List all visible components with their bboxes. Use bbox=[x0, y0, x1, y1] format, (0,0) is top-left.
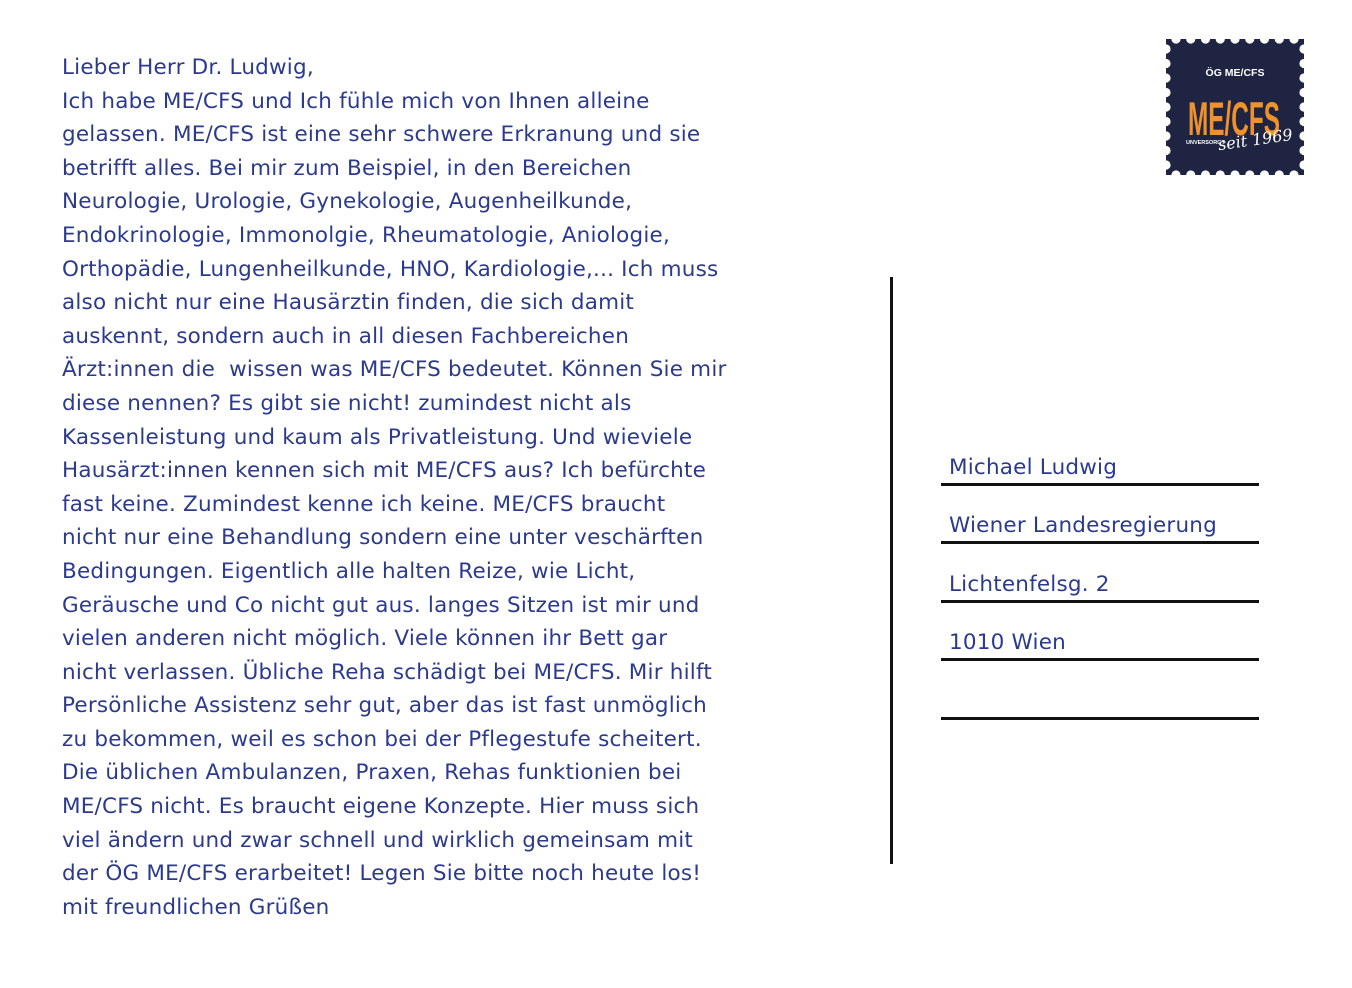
message-line: Bedingungen. Eigentlich alle halten Reize, wie Licht, bbox=[62, 558, 636, 584]
message-line: also nicht nur eine Hausärztin finden, die sich damit bbox=[62, 290, 635, 316]
stamp-org-text: ÖG ME/CFS bbox=[1205, 67, 1265, 79]
message-line: ME/CFS nicht. Es braucht eigene Konzepte. Hier muss sich bbox=[62, 794, 700, 820]
message-line: diese nennen? Es gibt sie nicht! zumindest nicht als bbox=[62, 390, 632, 416]
address-text: Wiener Landesregierung bbox=[949, 513, 1217, 538]
address-block bbox=[941, 427, 1259, 720]
message-line: Endokrinologie, Immonolgie, Rheumatologie, Aniologie, bbox=[62, 222, 670, 248]
message-line: fast keine. Zumindest kenne ich keine. ME/CFS braucht bbox=[62, 491, 666, 517]
address-line-city bbox=[941, 603, 1259, 662]
address-line-empty bbox=[941, 661, 1259, 720]
message-line: Lieber Herr Dr. Ludwig, bbox=[62, 55, 314, 80]
stamp-side-text: UNVERSORGT bbox=[1186, 140, 1225, 146]
address-line-name bbox=[941, 427, 1259, 486]
message-line: Geräusche und Co nicht gut aus. langes Sitzen ist mir und bbox=[62, 592, 700, 618]
message-text bbox=[62, 51, 862, 924]
address-line-organisation bbox=[941, 486, 1259, 545]
message-line: viel ändern und zwar schnell und wirklich gemeinsam mit bbox=[62, 827, 694, 853]
address-text: Lichtenfelsg. 2 bbox=[949, 571, 1110, 597]
message-line: Kassenleistung und kaum als Privatleistung. Und wieviele bbox=[62, 424, 693, 450]
postage-stamp-logo bbox=[1166, 39, 1304, 175]
message-line: gelassen. ME/CFS ist eine sehr schwere Erkranung und sie bbox=[62, 122, 701, 148]
center-divider bbox=[890, 277, 893, 864]
address-text: 1010 Wien bbox=[949, 630, 1066, 655]
message-line: Ärzt:innen die wissen was ME/CFS bedeutet. Können Sie mir bbox=[62, 357, 727, 383]
message-line: Ich habe ME/CFS und Ich fühle mich von Ihnen alleine bbox=[62, 88, 650, 114]
message-line: Orthopädie, Lungenheilkunde, HNO, Kardiologie,... Ich muss bbox=[62, 256, 719, 282]
message-line: vielen anderen nicht möglich. Viele können ihr Bett gar bbox=[62, 626, 668, 652]
message-line: Persönliche Assistenz sehr gut, aber das ist fast unmöglich bbox=[62, 693, 707, 719]
message-line: Neurologie, Urologie, Gynekologie, Augenheilkunde, bbox=[62, 189, 633, 215]
message-line: Hausärzt:innen kennen sich mit ME/CFS aus? Ich befürchte bbox=[62, 458, 707, 484]
message-line: der ÖG ME/CFS erarbeitet! Legen Sie bitte noch heute los! bbox=[62, 861, 702, 887]
message-line: mit freundlichen Grüßen bbox=[62, 894, 330, 920]
address-line-street bbox=[941, 544, 1259, 603]
stamp-since-text: seit 1969 bbox=[1216, 124, 1294, 155]
message-line: nicht nur eine Behandlung sondern eine unter veschärften bbox=[62, 525, 704, 551]
message-line: Die üblichen Ambulanzen, Praxen, Rehas funktionien bei bbox=[62, 760, 682, 786]
stamp-logo-text: ME/CFS bbox=[1188, 92, 1280, 145]
message-line: nicht verlassen. Übliche Reha schädigt bei ME/CFS. Mir hilft bbox=[62, 659, 712, 685]
address-text: Michael Ludwig bbox=[949, 454, 1118, 480]
message-line: auskennt, sondern auch in all diesen Fachbereichen bbox=[62, 323, 630, 349]
message-line: betrifft alles. Bei mir zum Beispiel, in den Bereichen bbox=[62, 155, 632, 181]
message-line: zu bekommen, weil es schon bei der Pflegestufe scheitert. bbox=[62, 726, 702, 752]
